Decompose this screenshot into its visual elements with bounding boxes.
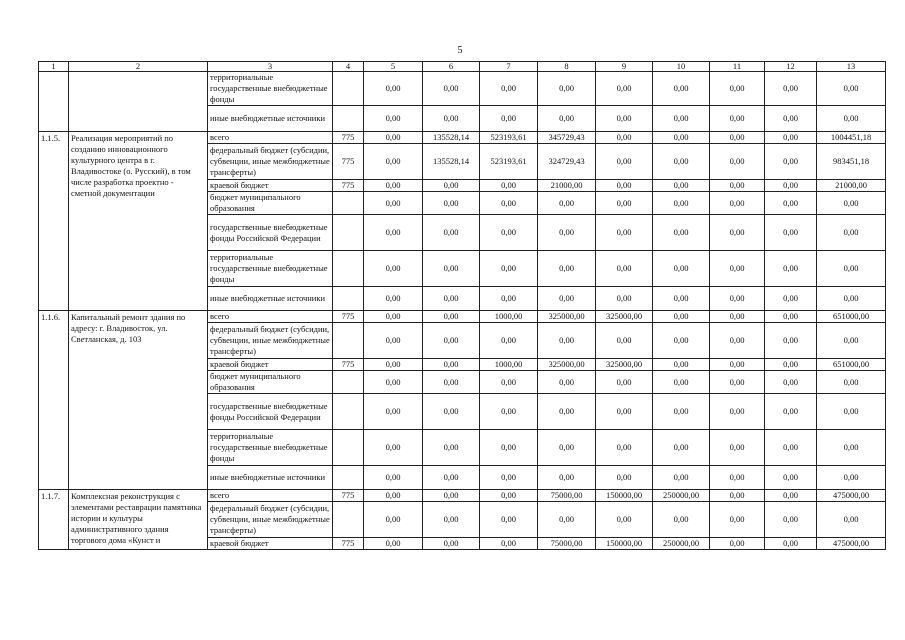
funding-source-cell: всего xyxy=(208,490,333,502)
value-cell: 0,00 xyxy=(765,430,817,466)
value-cell: 0,00 xyxy=(423,106,480,132)
funding-source-cell: всего xyxy=(208,132,333,144)
value-cell: 1000,00 xyxy=(480,311,538,323)
total-value-cell: 651000,00 xyxy=(817,311,886,323)
value-cell: 523193,61 xyxy=(480,132,538,144)
total-value-cell: 983451,18 xyxy=(817,144,886,180)
value-cell: 0,00 xyxy=(765,311,817,323)
item-name-cell: Комплексная реконструкция с элементами реставрации памятника истории и культуры административного здания торгового дома «Кунст и xyxy=(69,490,208,550)
value-cell: 0,00 xyxy=(596,144,653,180)
value-cell: 0,00 xyxy=(710,215,765,251)
code-cell xyxy=(333,287,364,311)
value-cell: 0,00 xyxy=(653,394,710,430)
value-cell: 0,00 xyxy=(765,215,817,251)
value-cell: 325000,00 xyxy=(596,359,653,371)
value-cell: 0,00 xyxy=(480,323,538,359)
total-value-cell: 21000,00 xyxy=(817,180,886,192)
page-number: 5 xyxy=(457,45,463,56)
value-cell: 0,00 xyxy=(653,180,710,192)
value-cell: 0,00 xyxy=(653,192,710,215)
value-cell: 0,00 xyxy=(538,251,596,287)
total-value-cell: 0,00 xyxy=(817,72,886,106)
value-cell: 0,00 xyxy=(423,371,480,394)
value-cell: 0,00 xyxy=(480,466,538,490)
total-value-cell: 0,00 xyxy=(817,192,886,215)
value-cell: 0,00 xyxy=(364,180,423,192)
item-name-cell: Капитальный ремонт здания по адресу: г. Владивосток, ул. Светланская, д. 103 xyxy=(69,311,208,490)
value-cell: 0,00 xyxy=(423,394,480,430)
value-cell: 0,00 xyxy=(710,251,765,287)
funding-source-cell: краевой бюджет xyxy=(208,538,333,550)
funding-source-cell: федеральный бюджет (субсидии, субвенции, иные межбюджетные трансферты) xyxy=(208,323,333,359)
value-cell: 325000,00 xyxy=(538,311,596,323)
total-value-cell: 0,00 xyxy=(817,394,886,430)
value-cell: 0,00 xyxy=(710,72,765,106)
code-cell xyxy=(333,72,364,106)
funding-source-cell: иные внебюджетные источники xyxy=(208,466,333,490)
value-cell: 0,00 xyxy=(480,106,538,132)
value-cell: 0,00 xyxy=(538,371,596,394)
table-row xyxy=(39,72,886,106)
value-cell: 0,00 xyxy=(423,251,480,287)
value-cell: 0,00 xyxy=(653,323,710,359)
funding-source-cell: бюджет муниципального образования xyxy=(208,192,333,215)
value-cell: 0,00 xyxy=(596,371,653,394)
value-cell: 0,00 xyxy=(480,192,538,215)
value-cell: 150000,00 xyxy=(596,490,653,502)
funding-source-cell: всего xyxy=(208,311,333,323)
value-cell: 0,00 xyxy=(710,180,765,192)
value-cell: 0,00 xyxy=(596,251,653,287)
code-cell: 775 xyxy=(333,359,364,371)
total-value-cell: 0,00 xyxy=(817,251,886,287)
value-cell: 75000,00 xyxy=(538,490,596,502)
code-cell xyxy=(333,502,364,538)
funding-source-cell: иные внебюджетные источники xyxy=(208,287,333,311)
funding-source-cell: территориальные государственные внебюджетные фонды xyxy=(208,430,333,466)
column-header: 9 xyxy=(596,62,653,72)
value-cell: 0,00 xyxy=(653,371,710,394)
code-cell xyxy=(333,394,364,430)
value-cell: 0,00 xyxy=(653,106,710,132)
value-cell: 0,00 xyxy=(710,371,765,394)
value-cell: 0,00 xyxy=(423,466,480,490)
code-cell: 775 xyxy=(333,180,364,192)
column-header: 12 xyxy=(765,62,817,72)
value-cell: 325000,00 xyxy=(596,311,653,323)
item-name-cell: Реализация мероприятий по созданию инновационного культурного центра в г. Владивостоке (о. Русский), в том числе разработка проектно - сметной документации xyxy=(69,132,208,311)
value-cell: 0,00 xyxy=(364,192,423,215)
value-cell: 0,00 xyxy=(596,323,653,359)
funding-source-cell: федеральный бюджет (субсидии, субвенции, иные межбюджетные трансферты) xyxy=(208,144,333,180)
value-cell: 0,00 xyxy=(653,466,710,490)
funding-source-cell: государственные внебюджетные фонды Российской Федерации xyxy=(208,215,333,251)
value-cell: 0,00 xyxy=(538,430,596,466)
total-value-cell: 0,00 xyxy=(817,287,886,311)
value-cell: 0,00 xyxy=(364,371,423,394)
value-cell: 0,00 xyxy=(423,359,480,371)
funding-source-cell: территориальные государственные внебюджетные фонды xyxy=(208,251,333,287)
value-cell: 324729,43 xyxy=(538,144,596,180)
value-cell: 0,00 xyxy=(710,359,765,371)
value-cell: 0,00 xyxy=(423,192,480,215)
value-cell: 0,00 xyxy=(364,215,423,251)
column-header: 8 xyxy=(538,62,596,72)
value-cell: 0,00 xyxy=(765,132,817,144)
value-cell: 0,00 xyxy=(538,192,596,215)
value-cell: 0,00 xyxy=(364,287,423,311)
column-header: 3 xyxy=(208,62,333,72)
value-cell: 0,00 xyxy=(364,323,423,359)
value-cell: 0,00 xyxy=(423,180,480,192)
item-name-cell xyxy=(69,72,208,132)
value-cell: 0,00 xyxy=(765,490,817,502)
value-cell: 0,00 xyxy=(765,251,817,287)
value-cell: 0,00 xyxy=(710,132,765,144)
total-value-cell: 0,00 xyxy=(817,430,886,466)
value-cell: 0,00 xyxy=(710,466,765,490)
value-cell: 0,00 xyxy=(710,192,765,215)
value-cell: 0,00 xyxy=(538,287,596,311)
column-header: 6 xyxy=(423,62,480,72)
value-cell: 0,00 xyxy=(765,502,817,538)
value-cell: 0,00 xyxy=(423,215,480,251)
table-row xyxy=(39,490,886,502)
value-cell: 0,00 xyxy=(538,394,596,430)
value-cell: 0,00 xyxy=(480,538,538,550)
value-cell: 0,00 xyxy=(364,538,423,550)
value-cell: 0,00 xyxy=(538,502,596,538)
value-cell: 0,00 xyxy=(364,132,423,144)
value-cell: 0,00 xyxy=(710,538,765,550)
total-value-cell: 0,00 xyxy=(817,502,886,538)
value-cell: 0,00 xyxy=(423,311,480,323)
value-cell: 0,00 xyxy=(596,215,653,251)
value-cell: 0,00 xyxy=(538,466,596,490)
value-cell: 0,00 xyxy=(765,106,817,132)
value-cell: 0,00 xyxy=(364,394,423,430)
value-cell: 0,00 xyxy=(423,323,480,359)
funding-source-cell: бюджет муниципального образования xyxy=(208,371,333,394)
code-cell xyxy=(333,466,364,490)
value-cell: 0,00 xyxy=(710,106,765,132)
value-cell: 0,00 xyxy=(538,106,596,132)
value-cell: 250000,00 xyxy=(653,490,710,502)
budget-table xyxy=(38,61,886,550)
code-cell xyxy=(333,251,364,287)
value-cell: 0,00 xyxy=(364,502,423,538)
value-cell: 0,00 xyxy=(653,132,710,144)
value-cell: 0,00 xyxy=(538,72,596,106)
value-cell: 0,00 xyxy=(765,287,817,311)
value-cell: 0,00 xyxy=(710,502,765,538)
column-header: 5 xyxy=(364,62,423,72)
value-cell: 75000,00 xyxy=(538,538,596,550)
value-cell: 0,00 xyxy=(423,538,480,550)
item-number-cell xyxy=(39,72,69,132)
value-cell: 0,00 xyxy=(765,72,817,106)
code-cell xyxy=(333,192,364,215)
value-cell: 0,00 xyxy=(596,180,653,192)
column-header: 7 xyxy=(480,62,538,72)
value-cell: 0,00 xyxy=(364,144,423,180)
funding-source-cell: государственные внебюджетные фонды Российской Федерации xyxy=(208,394,333,430)
value-cell: 0,00 xyxy=(765,323,817,359)
total-value-cell: 475000,00 xyxy=(817,490,886,502)
value-cell: 0,00 xyxy=(423,502,480,538)
value-cell: 0,00 xyxy=(710,490,765,502)
code-cell: 775 xyxy=(333,144,364,180)
value-cell: 0,00 xyxy=(653,359,710,371)
value-cell: 0,00 xyxy=(480,490,538,502)
value-cell: 0,00 xyxy=(765,394,817,430)
funding-source-cell: краевой бюджет xyxy=(208,180,333,192)
value-cell: 0,00 xyxy=(710,323,765,359)
value-cell: 0,00 xyxy=(765,359,817,371)
funding-source-cell: краевой бюджет xyxy=(208,359,333,371)
item-number-cell: 1.1.6. xyxy=(39,311,69,490)
code-cell xyxy=(333,106,364,132)
value-cell: 0,00 xyxy=(423,430,480,466)
value-cell: 0,00 xyxy=(596,287,653,311)
value-cell: 0,00 xyxy=(653,72,710,106)
value-cell: 0,00 xyxy=(653,215,710,251)
funding-source-cell: иные внебюджетные источники xyxy=(208,106,333,132)
value-cell: 0,00 xyxy=(423,490,480,502)
value-cell: 0,00 xyxy=(364,106,423,132)
value-cell: 0,00 xyxy=(765,466,817,490)
value-cell: 0,00 xyxy=(423,287,480,311)
value-cell: 0,00 xyxy=(364,311,423,323)
value-cell: 0,00 xyxy=(596,72,653,106)
code-cell xyxy=(333,371,364,394)
value-cell: 150000,00 xyxy=(596,538,653,550)
value-cell: 0,00 xyxy=(480,502,538,538)
value-cell: 0,00 xyxy=(480,287,538,311)
total-value-cell: 0,00 xyxy=(817,371,886,394)
column-header: 13 xyxy=(817,62,886,72)
value-cell: 0,00 xyxy=(653,287,710,311)
value-cell: 0,00 xyxy=(710,287,765,311)
value-cell: 135528,14 xyxy=(423,132,480,144)
code-cell: 775 xyxy=(333,490,364,502)
value-cell: 0,00 xyxy=(480,394,538,430)
value-cell: 0,00 xyxy=(765,538,817,550)
total-value-cell: 0,00 xyxy=(817,466,886,490)
value-cell: 0,00 xyxy=(653,502,710,538)
value-cell: 0,00 xyxy=(423,72,480,106)
value-cell: 21000,00 xyxy=(538,180,596,192)
value-cell: 0,00 xyxy=(596,502,653,538)
value-cell: 135528,14 xyxy=(423,144,480,180)
value-cell: 523193,61 xyxy=(480,144,538,180)
funding-source-cell: федеральный бюджет (субсидии, субвенции, иные межбюджетные трансферты) xyxy=(208,502,333,538)
column-header: 4 xyxy=(333,62,364,72)
table-row xyxy=(39,311,886,323)
value-cell: 0,00 xyxy=(765,192,817,215)
value-cell: 0,00 xyxy=(653,311,710,323)
value-cell: 1000,00 xyxy=(480,359,538,371)
column-header: 11 xyxy=(710,62,765,72)
value-cell: 0,00 xyxy=(765,180,817,192)
value-cell: 0,00 xyxy=(765,144,817,180)
value-cell: 0,00 xyxy=(596,192,653,215)
item-number-cell: 1.1.7. xyxy=(39,490,69,550)
total-value-cell: 0,00 xyxy=(817,215,886,251)
value-cell: 0,00 xyxy=(538,215,596,251)
column-header: 2 xyxy=(69,62,208,72)
value-cell: 0,00 xyxy=(596,106,653,132)
value-cell: 0,00 xyxy=(480,371,538,394)
total-value-cell: 1004451,18 xyxy=(817,132,886,144)
value-cell: 0,00 xyxy=(653,430,710,466)
table-row xyxy=(39,132,886,144)
value-cell: 0,00 xyxy=(596,132,653,144)
value-cell: 345729,43 xyxy=(538,132,596,144)
value-cell: 0,00 xyxy=(364,490,423,502)
value-cell: 0,00 xyxy=(596,394,653,430)
value-cell: 0,00 xyxy=(480,430,538,466)
column-header: 10 xyxy=(653,62,710,72)
item-number-cell: 1.1.5. xyxy=(39,132,69,311)
code-cell: 775 xyxy=(333,311,364,323)
value-cell: 0,00 xyxy=(364,251,423,287)
value-cell: 325000,00 xyxy=(538,359,596,371)
value-cell: 0,00 xyxy=(710,430,765,466)
value-cell: 0,00 xyxy=(364,430,423,466)
code-cell: 775 xyxy=(333,132,364,144)
value-cell: 0,00 xyxy=(765,371,817,394)
value-cell: 0,00 xyxy=(364,72,423,106)
total-value-cell: 0,00 xyxy=(817,323,886,359)
column-header: 1 xyxy=(39,62,69,72)
value-cell: 0,00 xyxy=(596,430,653,466)
value-cell: 0,00 xyxy=(480,72,538,106)
value-cell: 0,00 xyxy=(596,466,653,490)
value-cell: 0,00 xyxy=(653,144,710,180)
code-cell xyxy=(333,215,364,251)
funding-source-cell: территориальные государственные внебюджетные фонды xyxy=(208,72,333,106)
total-value-cell: 0,00 xyxy=(817,106,886,132)
value-cell: 0,00 xyxy=(480,180,538,192)
value-cell: 0,00 xyxy=(653,251,710,287)
value-cell: 0,00 xyxy=(364,466,423,490)
code-cell xyxy=(333,430,364,466)
table-header-row xyxy=(39,62,886,72)
value-cell: 250000,00 xyxy=(653,538,710,550)
value-cell: 0,00 xyxy=(480,215,538,251)
value-cell: 0,00 xyxy=(710,394,765,430)
value-cell: 0,00 xyxy=(710,311,765,323)
value-cell: 0,00 xyxy=(710,144,765,180)
value-cell: 0,00 xyxy=(538,323,596,359)
total-value-cell: 651000,00 xyxy=(817,359,886,371)
value-cell: 0,00 xyxy=(364,359,423,371)
code-cell: 775 xyxy=(333,538,364,550)
value-cell: 0,00 xyxy=(480,251,538,287)
total-value-cell: 475000,00 xyxy=(817,538,886,550)
code-cell xyxy=(333,323,364,359)
